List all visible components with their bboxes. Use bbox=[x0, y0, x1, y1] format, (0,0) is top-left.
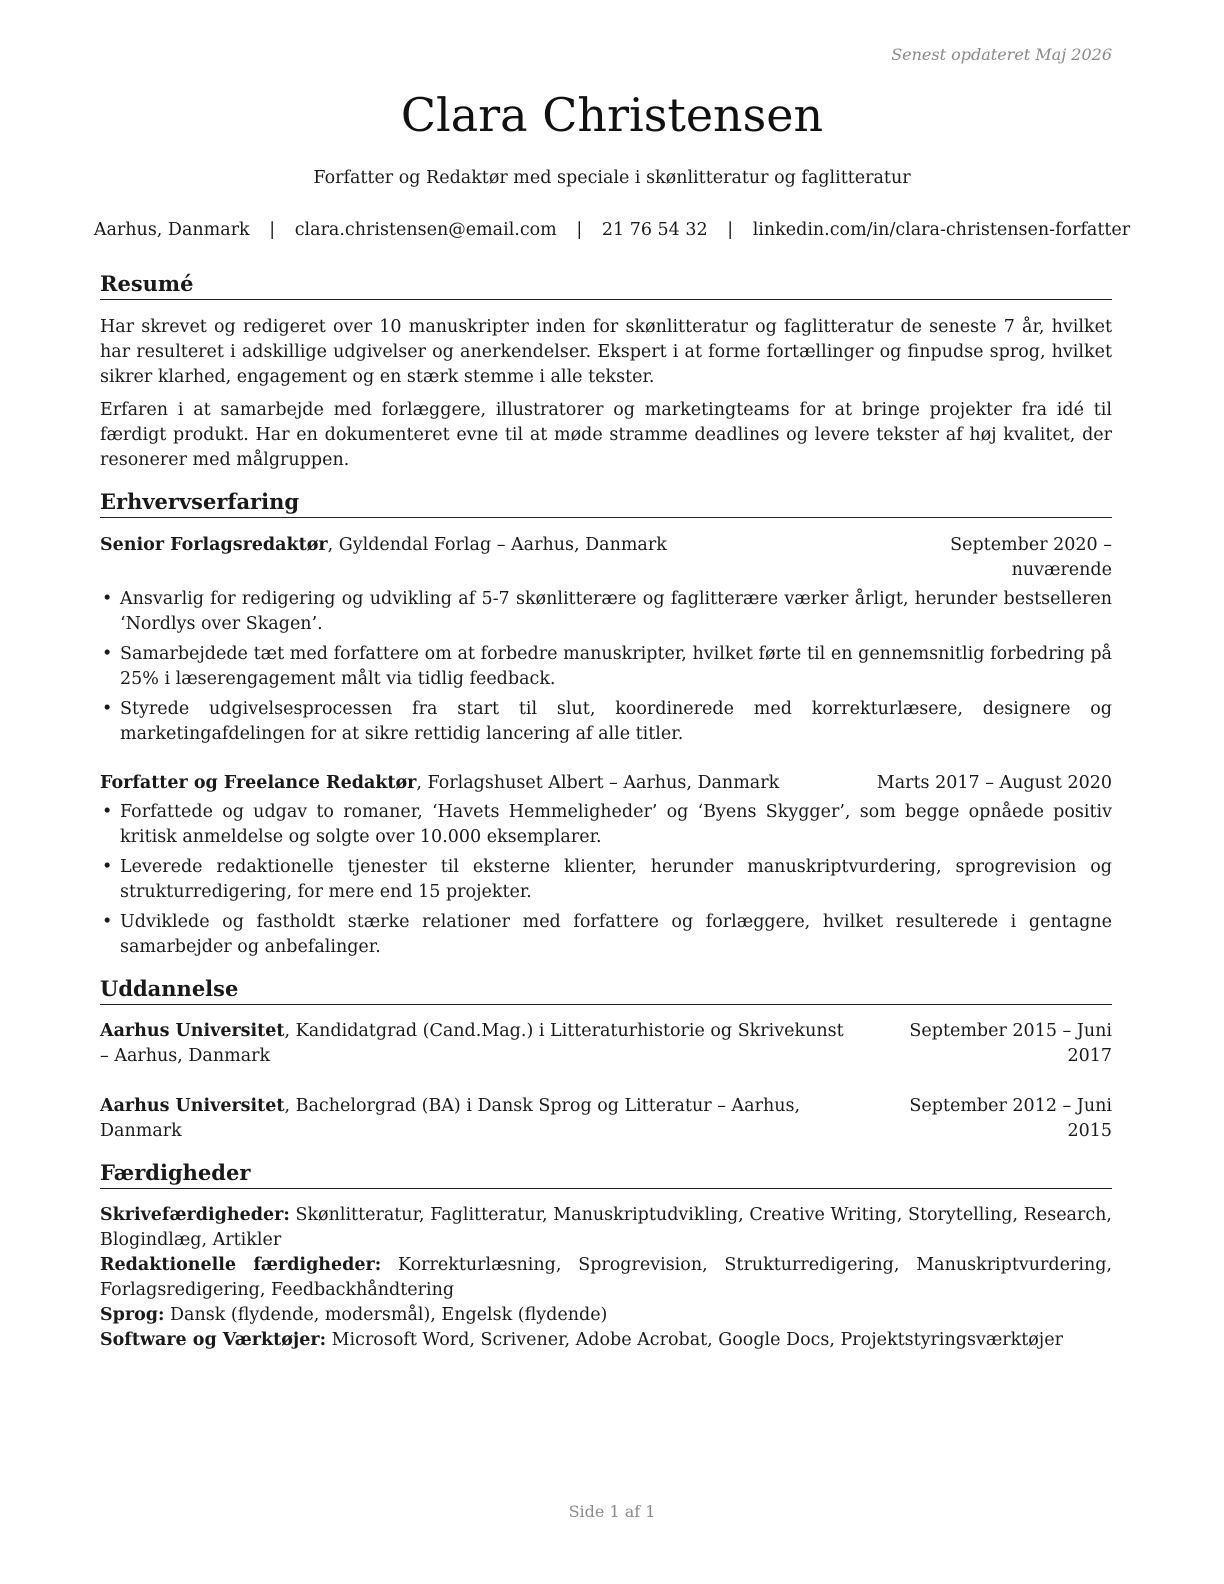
section-title-education: Uddannelse bbox=[100, 976, 1112, 1005]
separator: | bbox=[576, 220, 583, 240]
skill-label: Software og Værktøjer: bbox=[100, 1330, 327, 1350]
contact-line bbox=[0, 220, 1224, 240]
job-bullet: • Samarbejdede tæt med forfattere om at forbedre manuskripter, hvilket førte til en gennemsnitlig forbedring på 25% i læserengagement målt via tidlig feedback. bbox=[100, 642, 1112, 692]
candidate-name: Clara Christensen bbox=[400, 88, 824, 142]
job-bullet: • Forfattede og udgav to romaner, ‘Havets Hemmeligheder’ og ‘Byens Skygger’, som begge opnåede positiv kritisk anmeldelse og solgte over 10.000 eksemplarer. bbox=[100, 800, 1112, 850]
education-dates: September 2012 – Juni 2015 bbox=[909, 1096, 1112, 1141]
job-bullet: • Udviklede og fastholdt stærke relationer med forfattere og forlæggere, hvilket resulterede i gentagne samarbejder og anbefalinger. bbox=[100, 910, 1112, 960]
skill-label: Sprog: bbox=[100, 1305, 165, 1325]
skill-row bbox=[100, 1203, 1112, 1253]
tagline: Forfatter og Redaktør med speciale i skønlitteratur og faglitteratur bbox=[313, 168, 911, 188]
skills-section bbox=[100, 1203, 1112, 1353]
skill-row bbox=[100, 1328, 1112, 1353]
job-dates: Marts 2017 – August 2020 bbox=[876, 773, 1112, 793]
linkedin-link[interactable]: linkedin.com/in/clara-christensen-forfatter bbox=[752, 220, 1131, 240]
location: Aarhus, Danmark bbox=[93, 220, 250, 240]
summary-paragraph: Erfaren i at samarbejde med forlæggere, illustratorer og marketingteams for at bringe projekter fra idé til færdigt produkt. Har en dokumenteret evne til at møde stramme deadlines og levere tekster af høj kvalitet, der resonerer med målgruppen. bbox=[100, 400, 1112, 470]
job-bullet: • Leverede redaktionelle tjenester til eksterne klienter, herunder manuskriptvurdering, sprogrevision og strukturredigering, for mere end 15 projekter. bbox=[100, 855, 1112, 905]
section-title-experience: Erhvervserfaring bbox=[100, 489, 1112, 518]
experience-entry bbox=[100, 771, 1112, 965]
experience-entry bbox=[100, 533, 1112, 752]
skill-row bbox=[100, 1253, 1112, 1303]
summary-paragraph: Har skrevet og redigeret over 10 manuskripter inden for skønlitteratur og faglitteratur de seneste 7 år, hvilket har resulteret i adskillige udgivelser og anerkendelser. Ekspert i at forme fortællinger og finpudse sprog, hvilket sikrer klarhed, engagement og en stærk stemme i alle tekster. bbox=[100, 317, 1112, 387]
separator: | bbox=[269, 220, 276, 240]
education-dates: September 2015 – Juni 2017 bbox=[909, 1021, 1112, 1066]
page-number: Side 1 af 1 bbox=[568, 1502, 656, 1521]
job-bullet: • Ansvarlig for redigering og udvikling af 5-7 skønlitterære og faglitterære værker årligt, herunder bestselleren ‘Nordlys over Skagen’. bbox=[100, 587, 1112, 637]
skill-value: Korrekturlæsning, Sprogrevision, Strukturredigering, Manuskriptvurdering, Forlagsredigering, Feedbackhåndtering bbox=[100, 1255, 1112, 1300]
skill-value: Microsoft Word, Scrivener, Adobe Acrobat, Google Docs, Projektstyringsværktøjer bbox=[326, 1330, 1063, 1350]
education-entry bbox=[100, 1094, 1112, 1144]
skill-value: Skønlitteratur, Faglitteratur, Manuskriptudvikling, Creative Writing, Storytelling, Research, Blogindlæg, Artikler bbox=[100, 1205, 1112, 1250]
skill-row bbox=[100, 1303, 1112, 1328]
job-org: , Gyldendal Forlag – Aarhus, Danmark bbox=[327, 535, 667, 555]
job-org: , Forlagshuset Albert – Aarhus, Danmark bbox=[416, 773, 780, 793]
summary-section bbox=[100, 315, 1112, 473]
skill-value: Dansk (flydende, modersmål), Engelsk (flydende) bbox=[164, 1305, 608, 1325]
school-name: Aarhus Universitet bbox=[100, 1021, 285, 1041]
section-title-summary: Resumé bbox=[100, 271, 1112, 300]
phone: 21 76 54 32 bbox=[601, 220, 708, 240]
section-title-skills: Færdigheder bbox=[100, 1160, 1112, 1189]
job-bullet: • Styrede udgivelsesprocessen fra start til slut, koordinerede med korrekturlæsere, designere og marketingafdelingen for at sikre rettidig lancering af alle titler. bbox=[100, 697, 1112, 747]
job-title: Senior Forlagsredaktør bbox=[100, 535, 328, 555]
education-entry bbox=[100, 1019, 1112, 1069]
email-link[interactable]: clara.christensen@email.com bbox=[294, 220, 557, 240]
last-updated: Senest opdateret Maj 2026 bbox=[891, 45, 1112, 64]
job-title: Forfatter og Freelance Redaktør bbox=[100, 773, 417, 793]
school-name: Aarhus Universitet bbox=[100, 1096, 285, 1116]
job-dates: September 2020 – nuværende bbox=[950, 535, 1112, 580]
skill-label: Skrivefærdigheder: bbox=[100, 1205, 290, 1225]
separator: | bbox=[727, 220, 734, 240]
skill-label: Redaktionelle færdigheder: bbox=[100, 1255, 382, 1275]
degree: , Kandidatgrad (Cand.Mag.) i Litteraturhistorie og Skrivekunst – Aarhus, Danmark bbox=[100, 1021, 844, 1066]
degree: , Bachelorgrad (BA) i Dansk Sprog og Litteratur – Aarhus, Danmark bbox=[100, 1096, 801, 1141]
